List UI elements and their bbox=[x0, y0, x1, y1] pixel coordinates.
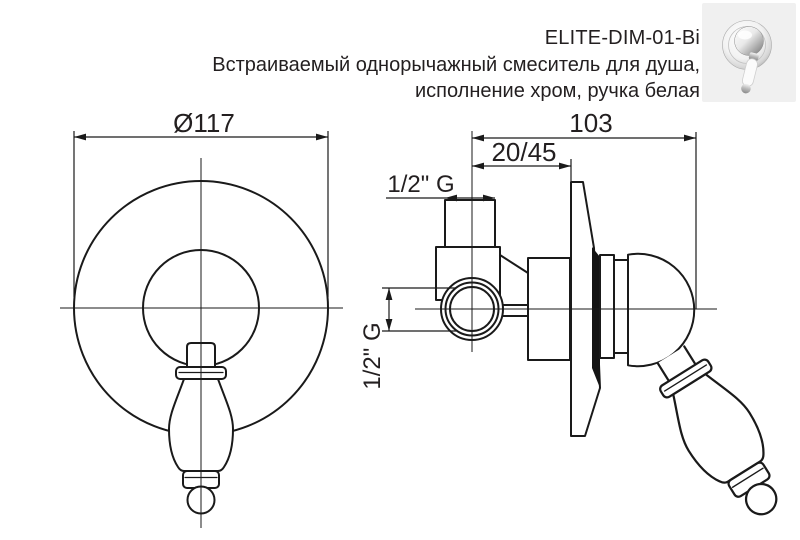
side-ring-step-2 bbox=[614, 260, 628, 353]
side-wall-gasket bbox=[592, 247, 600, 388]
side-range-label: 20/45 bbox=[491, 137, 557, 167]
side-inlet-pipe bbox=[445, 200, 495, 247]
arrow-depth-right bbox=[684, 135, 696, 142]
side-view-drawing bbox=[436, 182, 800, 531]
arrow-outlet-bottom bbox=[386, 319, 393, 331]
outlet-thread-label: 1/2" G bbox=[359, 322, 386, 390]
front-diameter-label: Ø117 bbox=[173, 108, 235, 138]
product-description-line2: исполнение хром, ручка белая bbox=[414, 80, 700, 102]
arrow-dia-left bbox=[74, 134, 86, 141]
inlet-thread-label: 1/2" G bbox=[387, 171, 455, 198]
arrow-outlet-top bbox=[386, 288, 393, 300]
product-description-line1: Встраиваемый однорычажный смеситель для душа, bbox=[212, 53, 700, 76]
arrow-range-right bbox=[559, 163, 571, 170]
side-body-chamfer bbox=[500, 255, 528, 273]
side-ring-step-1 bbox=[600, 255, 614, 358]
arrow-range-left bbox=[472, 163, 484, 170]
arrow-dia-right bbox=[316, 134, 328, 141]
side-depth-label: 103 bbox=[569, 108, 613, 138]
arrow-depth-left bbox=[472, 135, 484, 142]
side-lever bbox=[641, 336, 800, 531]
product-code: ELITE-DIM-01-Bi bbox=[544, 27, 700, 49]
